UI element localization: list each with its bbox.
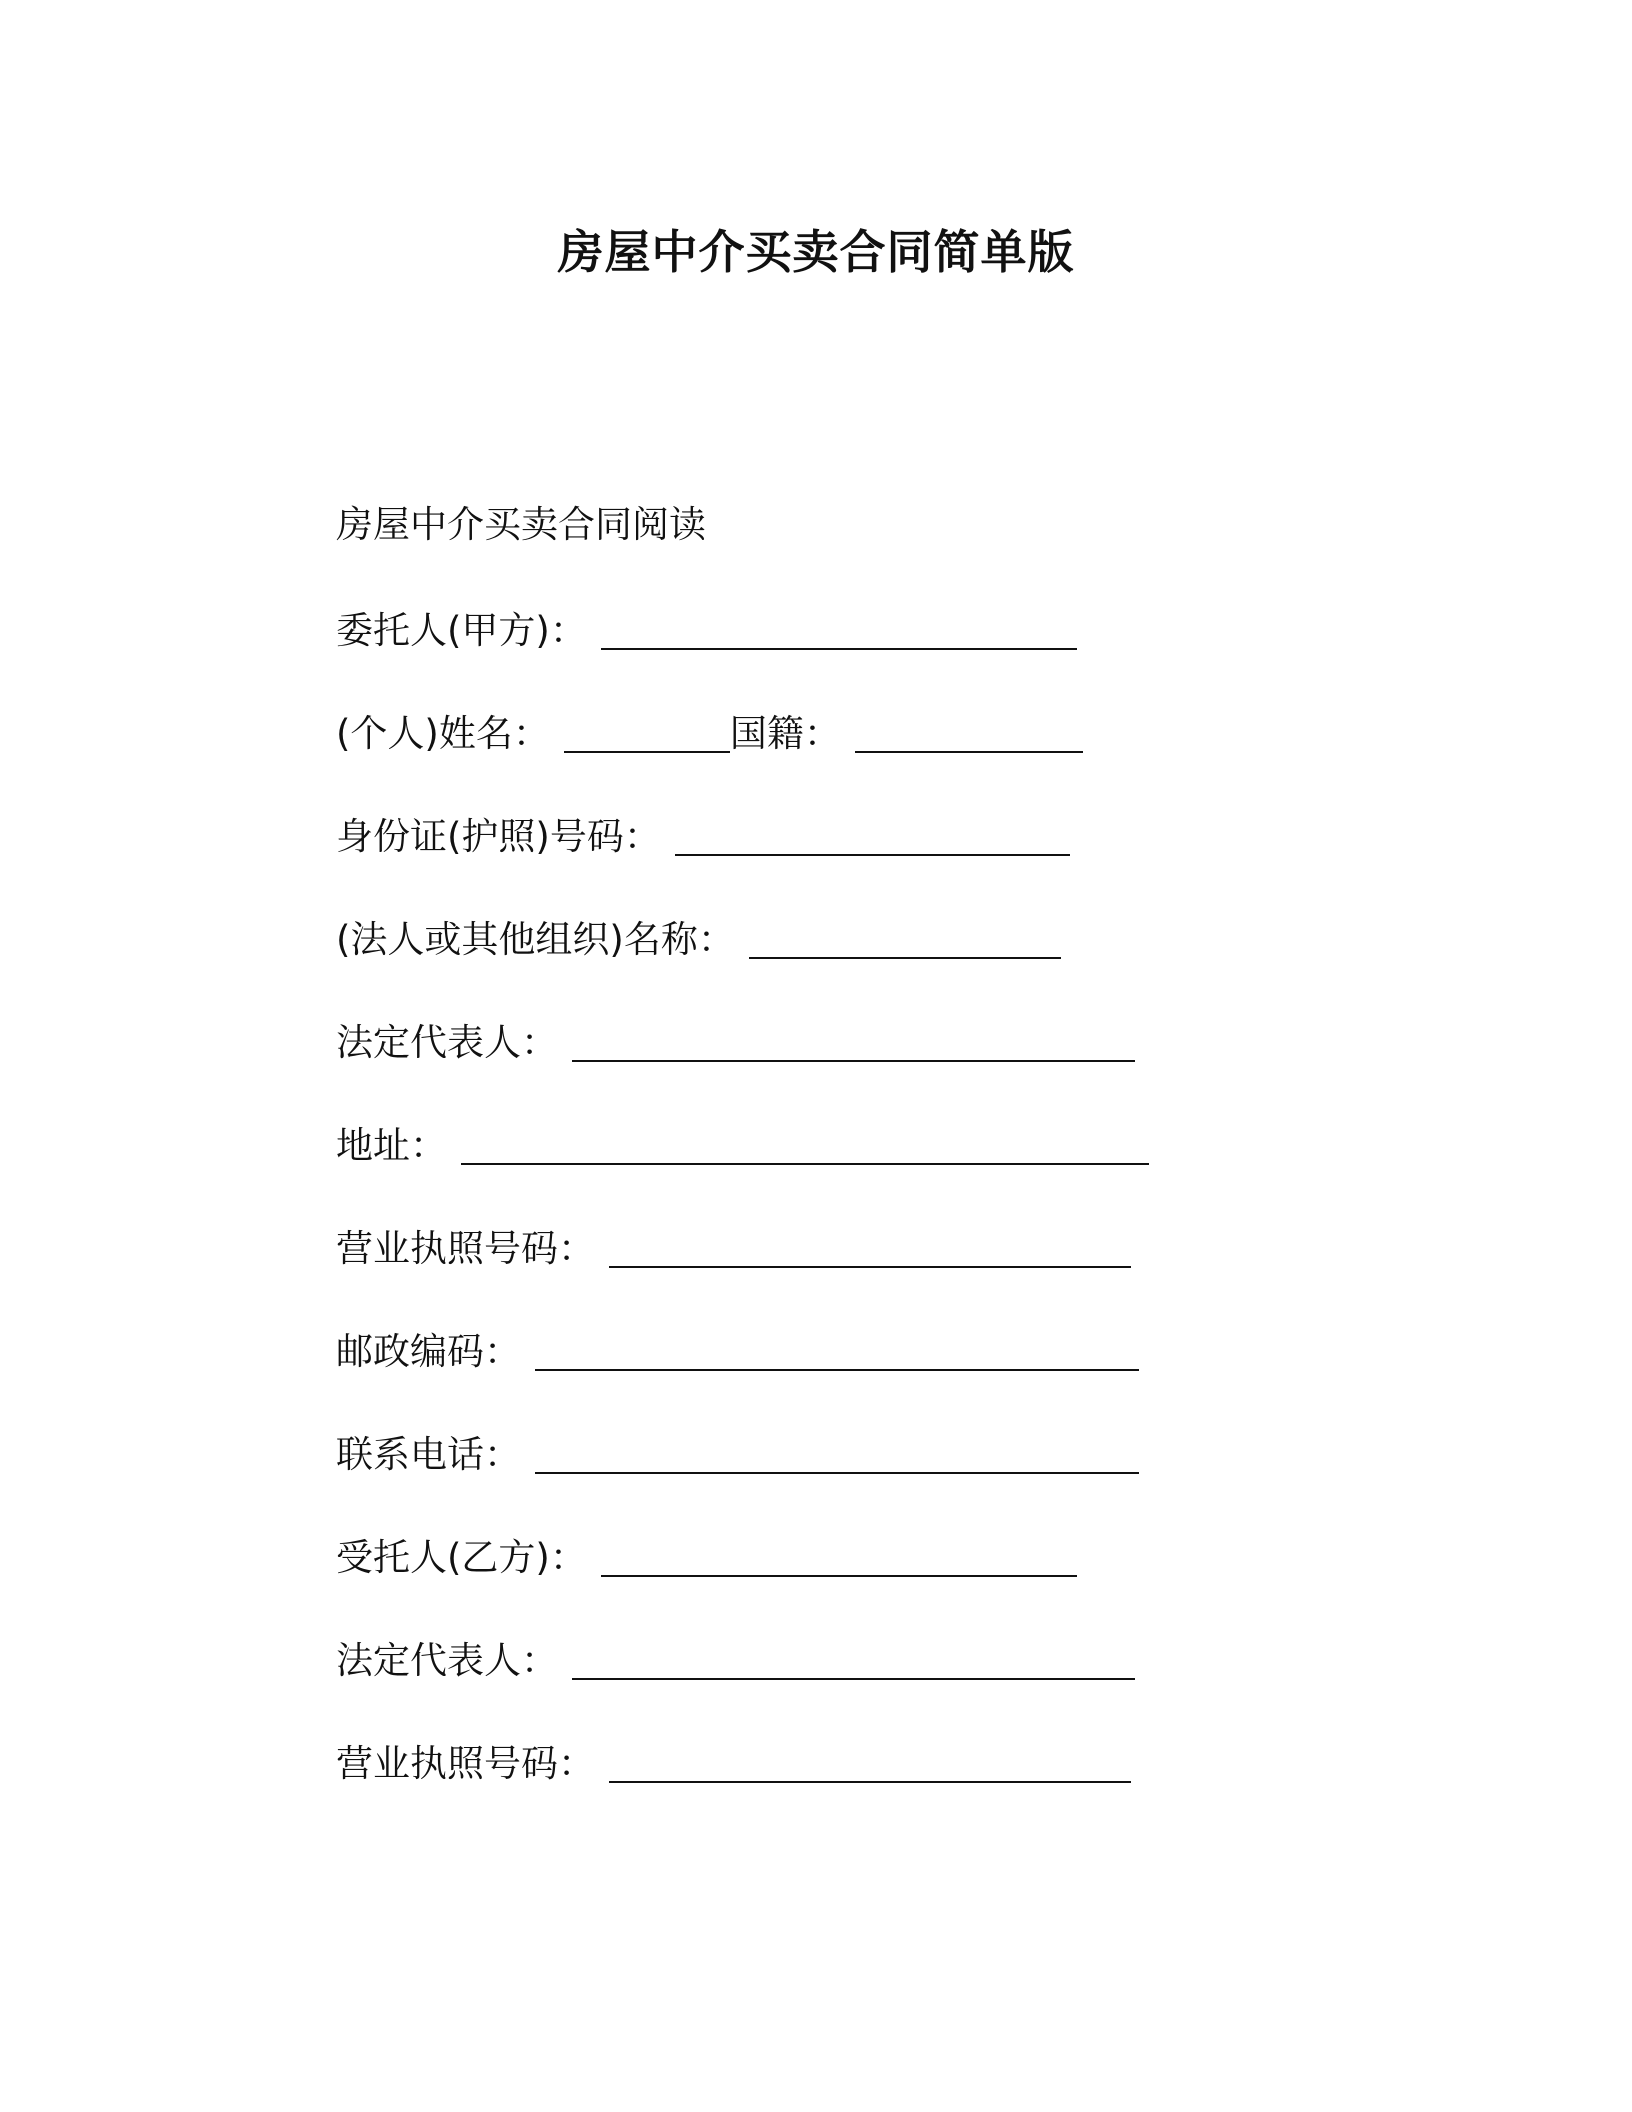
document-title: 房屋中介买卖合同简单版 — [557, 225, 1075, 279]
field-label-nationality: 国籍： — [729, 712, 841, 755]
field-legal-representative — [336, 1014, 1135, 1068]
fill-in-blank[interactable] — [675, 814, 1070, 856]
fill-in-blank[interactable] — [609, 1741, 1131, 1783]
field-label: 营业执照号码： — [336, 1227, 595, 1270]
field-label: 法定代表人： — [336, 1021, 558, 1064]
fill-in-blank[interactable] — [601, 608, 1077, 650]
field-legal-representative-b — [336, 1632, 1135, 1686]
field-label: 联系电话： — [336, 1433, 521, 1476]
fill-in-blank[interactable] — [609, 1226, 1131, 1268]
field-label: 邮政编码： — [336, 1330, 521, 1373]
fill-in-blank[interactable] — [749, 917, 1061, 959]
field-label: 营业执照号码： — [336, 1742, 595, 1785]
fill-in-blank[interactable] — [572, 1638, 1135, 1680]
field-business-license-b — [336, 1735, 1131, 1789]
field-business-license — [336, 1220, 1131, 1274]
field-organization-name — [336, 911, 1061, 965]
field-agent-party-b — [336, 1529, 1077, 1583]
field-label: 法定代表人： — [336, 1639, 558, 1682]
field-label: (法人或其他组织)名称： — [336, 918, 735, 961]
field-label: 身份证(护照)号码： — [336, 815, 661, 858]
document-subtitle: 房屋中介买卖合同阅读 — [336, 503, 706, 546]
fill-in-blank[interactable] — [535, 1329, 1139, 1371]
field-id-number — [336, 808, 1070, 862]
field-phone — [336, 1426, 1139, 1480]
field-label: 受托人(乙方)： — [336, 1536, 587, 1579]
field-label: 地址： — [336, 1124, 447, 1167]
fill-in-blank[interactable] — [572, 1020, 1135, 1062]
field-label: 委托人(甲方)： — [336, 609, 587, 652]
fill-in-blank[interactable] — [535, 1432, 1139, 1474]
fill-in-blank-nationality[interactable] — [855, 711, 1083, 753]
field-name-nationality — [336, 705, 1083, 759]
field-postal-code — [336, 1323, 1139, 1377]
field-label: (个人)姓名： — [336, 712, 550, 755]
fill-in-blank[interactable] — [461, 1123, 1149, 1165]
field-address — [336, 1117, 1149, 1171]
fill-in-blank[interactable] — [601, 1535, 1077, 1577]
fill-in-blank-name[interactable] — [564, 711, 730, 753]
field-principal-party-a — [336, 602, 1077, 656]
